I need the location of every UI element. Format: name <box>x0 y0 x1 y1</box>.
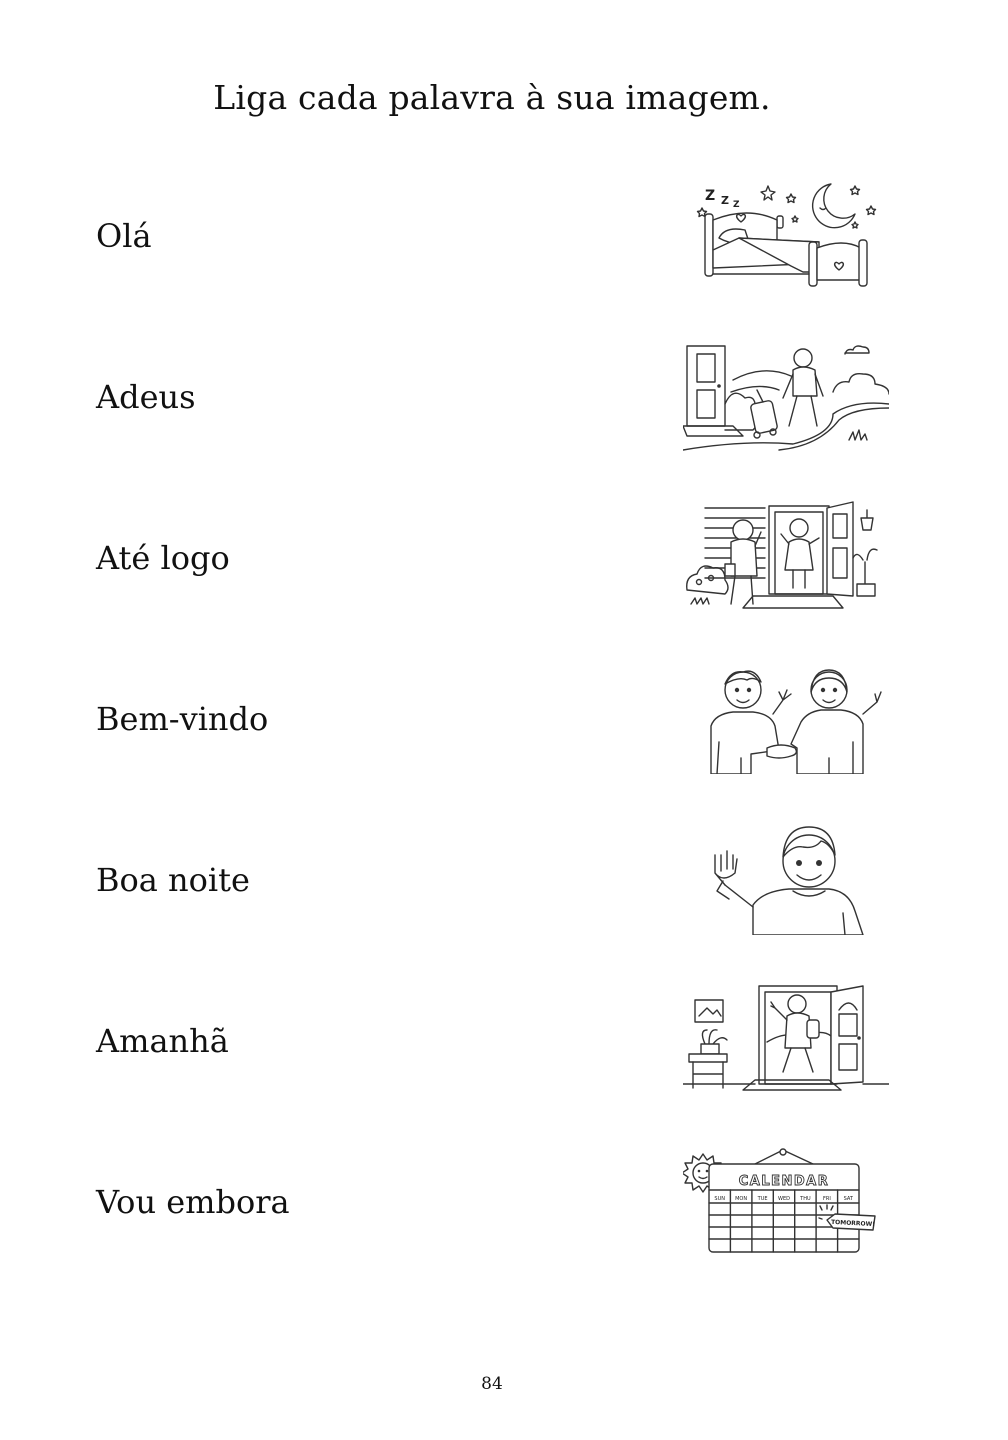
calendar-title: CALENDAR <box>738 1174 830 1189</box>
word-item[interactable]: Adeus <box>96 378 196 416</box>
weekday-label: MON <box>735 1196 748 1202</box>
boy-arriving-home-icon[interactable] <box>683 982 889 1094</box>
svg-text:Z: Z <box>733 200 740 210</box>
instruction-heading: Liga cada palavra à sua imagem. <box>213 78 771 117</box>
friend-welcomed-at-door-icon[interactable] <box>683 500 889 612</box>
tomorrow-tag: TOMORROW! <box>830 1218 876 1229</box>
word-item[interactable]: Até logo <box>96 539 230 577</box>
calendar-tomorrow-icon[interactable] <box>683 1146 889 1258</box>
svg-text:Z: Z <box>705 188 716 204</box>
word-item[interactable]: Amanhã <box>96 1022 229 1060</box>
word-item[interactable]: Olá <box>96 217 152 255</box>
word-item[interactable]: Bem-vindo <box>96 700 269 738</box>
weekday-label: WED <box>778 1196 790 1202</box>
page-number: 84 <box>481 1374 503 1394</box>
weekday-label: THU <box>800 1196 811 1202</box>
weekday-label: TUE <box>757 1196 768 1202</box>
weekday-label: SUN <box>714 1196 725 1202</box>
weekday-label: SAT <box>843 1196 853 1202</box>
weekday-label: FRI <box>822 1196 831 1202</box>
word-item[interactable]: Vou embora <box>96 1183 290 1221</box>
svg-text:Z: Z <box>721 194 729 207</box>
sleeping-bed-night-icon[interactable] <box>683 178 889 290</box>
boy-waving-icon[interactable] <box>683 823 889 935</box>
person-leaving-with-suitcase-icon[interactable] <box>683 340 889 452</box>
children-handshake-icon[interactable] <box>683 662 889 774</box>
word-item[interactable]: Boa noite <box>96 861 250 899</box>
